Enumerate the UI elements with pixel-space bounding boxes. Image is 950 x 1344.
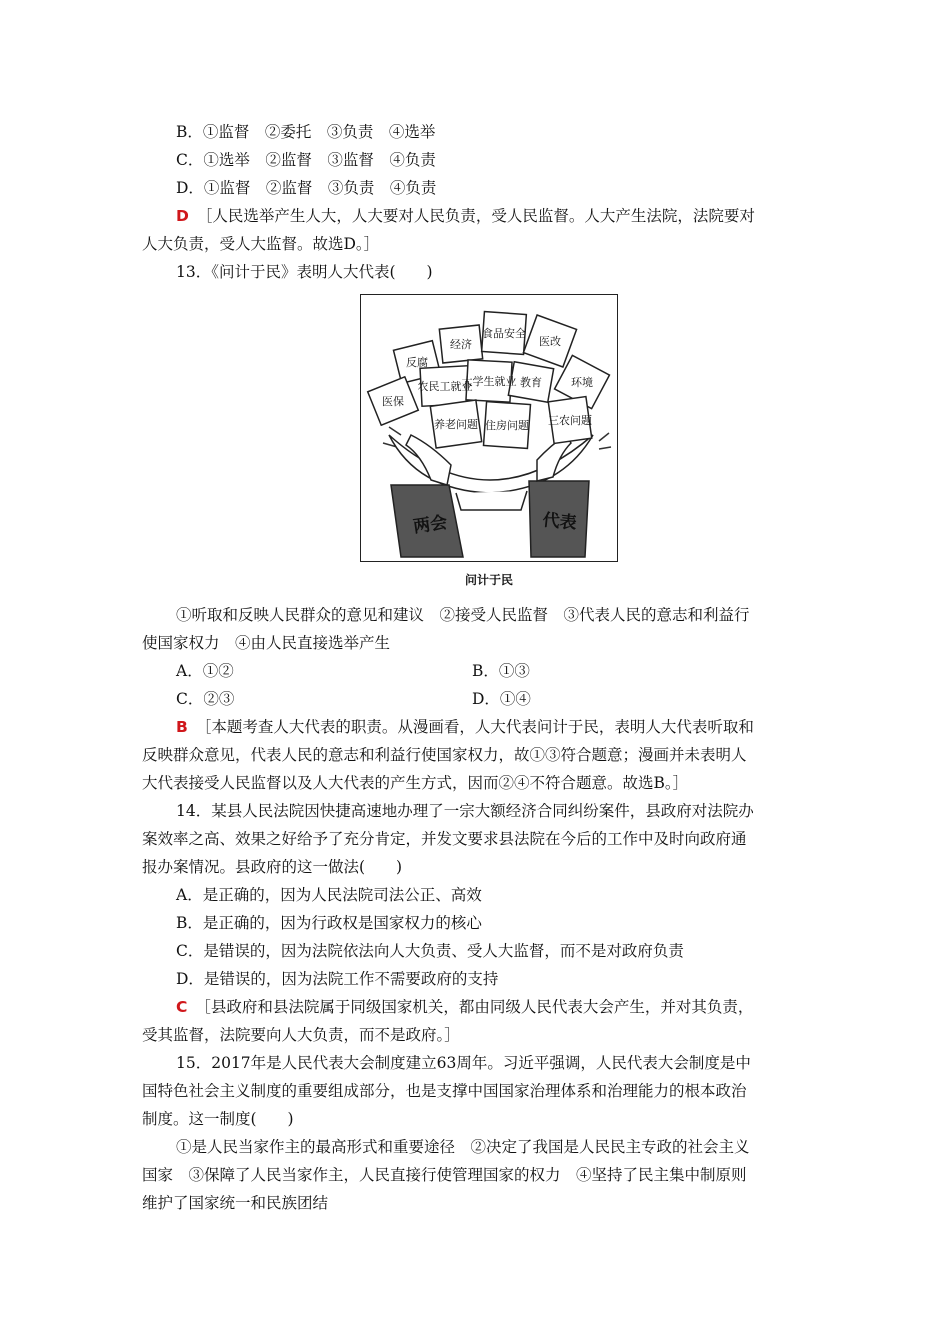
option-c: C．是错误的，因为法院依法向人大负责、受人大监督，而不是对政府负责 — [176, 942, 684, 960]
option-d: D．①监督 ②监督 ③负责 ④负责 — [176, 179, 437, 197]
question-14-stem: 报办案情况。县政府的这一做法( ) — [142, 858, 403, 876]
card-label: 反腐 — [406, 356, 428, 369]
explanation-text: 反映群众意见，代表人民的意志和利益行使国家权力，故①③符合题意；漫画并未表明人 — [142, 746, 747, 764]
statements-line: 国家 ③保障了人民当家作主，人民直接行使管理国家的权力 ④坚持了民主集中制原则 — [142, 1166, 747, 1184]
option-d: D．是错误的，因为法院工作不需要政府的支持 — [176, 970, 499, 988]
answer-line — [176, 713, 866, 741]
explanation-text: 受其监督，法院要向人大负责，而不是政府。］ — [142, 1026, 460, 1044]
question-15-stem: 国特色社会主义制度的重要组成部分，也是支撑中国国家治理体系和治理能力的根本政治 — [142, 1082, 747, 1100]
option-b: B．是正确的，因为行政权是国家权力的核心 — [176, 914, 482, 932]
card-label: 医改 — [539, 335, 561, 348]
option-c: C．①选举 ②监督 ③监督 ④负责 — [176, 151, 436, 169]
card-label: 农民工就业 — [417, 380, 473, 393]
card-label: 养老问题 — [434, 418, 478, 431]
statements-line: ①听取和反映人民群众的意见和建议 ②接受人民监督 ③代表人民的意志和利益行 — [176, 606, 750, 624]
card-label: 大学生就业 — [461, 375, 517, 388]
card-label: 三农问题 — [548, 414, 592, 427]
card-label: 住房问题 — [485, 419, 529, 432]
question-14-stem: 案效率之高、效果之好给予了充分肯定，并发文要求县法院在今后的工作中及时向政府通 — [142, 830, 747, 848]
option-c: C．②③ — [176, 690, 235, 708]
card-label: 医保 — [382, 395, 404, 408]
card-label: 经济 — [450, 338, 472, 351]
option-a: A．是正确的，因为人民法院司法公正、高效 — [176, 886, 482, 904]
answer-letter: B — [176, 718, 188, 736]
answer-line — [176, 202, 866, 230]
explanation-text: 人大负责，受人大监督。故选D。］ — [142, 235, 380, 253]
explanation-text: ［人民选举产生人大，人大要对人民负责，受人民监督。人大产生法院，法院要对 — [196, 207, 755, 225]
option-b: B．①监督 ②委托 ③负责 ④选举 — [176, 123, 436, 141]
card-label: 食品安全 — [482, 327, 526, 340]
question-15-stem: 15．2017年是人民代表大会制度建立63周年。习近平强调，人民代表大会制度是中 — [176, 1054, 751, 1072]
question-15-stem: 制度。这一制度( ) — [142, 1110, 294, 1128]
answer-line — [176, 993, 866, 1021]
card-label: 教育 — [520, 376, 542, 389]
explanation-text: 大代表接受人民监督以及人大代表的产生方式，因而②④不符合题意。故选B。］ — [142, 774, 689, 792]
option-b: B．①③ — [472, 662, 530, 680]
question-13-stem: 13．《问计于民》表明人大代表( ) — [176, 263, 433, 281]
answer-letter: D — [176, 207, 189, 225]
right-sleeve-label: 代表 — [541, 510, 578, 534]
statements-line: 维护了国家统一和民族团结 — [142, 1194, 329, 1212]
cartoon-figure — [360, 294, 618, 562]
explanation-text: ［本题考查人大代表的职责。从漫画看，人大代表问计于民，表明人大代表听取和 — [195, 718, 754, 736]
cartoon-illustration — [361, 295, 616, 560]
answer-letter: C — [176, 998, 188, 1016]
statements-line: ①是人民当家作主的最高形式和重要途径 ②决定了我国是人民民主专政的社会主义 — [176, 1138, 750, 1156]
question-14-stem: 14．某县人民法院因快捷高速地办理了一宗大额经济合同纠纷案件，县政府对法院办 — [176, 802, 754, 820]
explanation-text: ［县政府和县法院属于同级国家机关，都由同级人民代表大会产生，并对其负责， — [195, 998, 754, 1016]
left-sleeve-label: 两会 — [412, 512, 449, 538]
cartoon-caption: 问计于民 — [464, 573, 513, 587]
option-a: A．①② — [176, 662, 234, 680]
card-label: 环境 — [571, 376, 593, 389]
option-d: D．①④ — [472, 690, 531, 708]
statements-line: 使国家权力 ④由人民直接选举产生 — [142, 634, 391, 652]
